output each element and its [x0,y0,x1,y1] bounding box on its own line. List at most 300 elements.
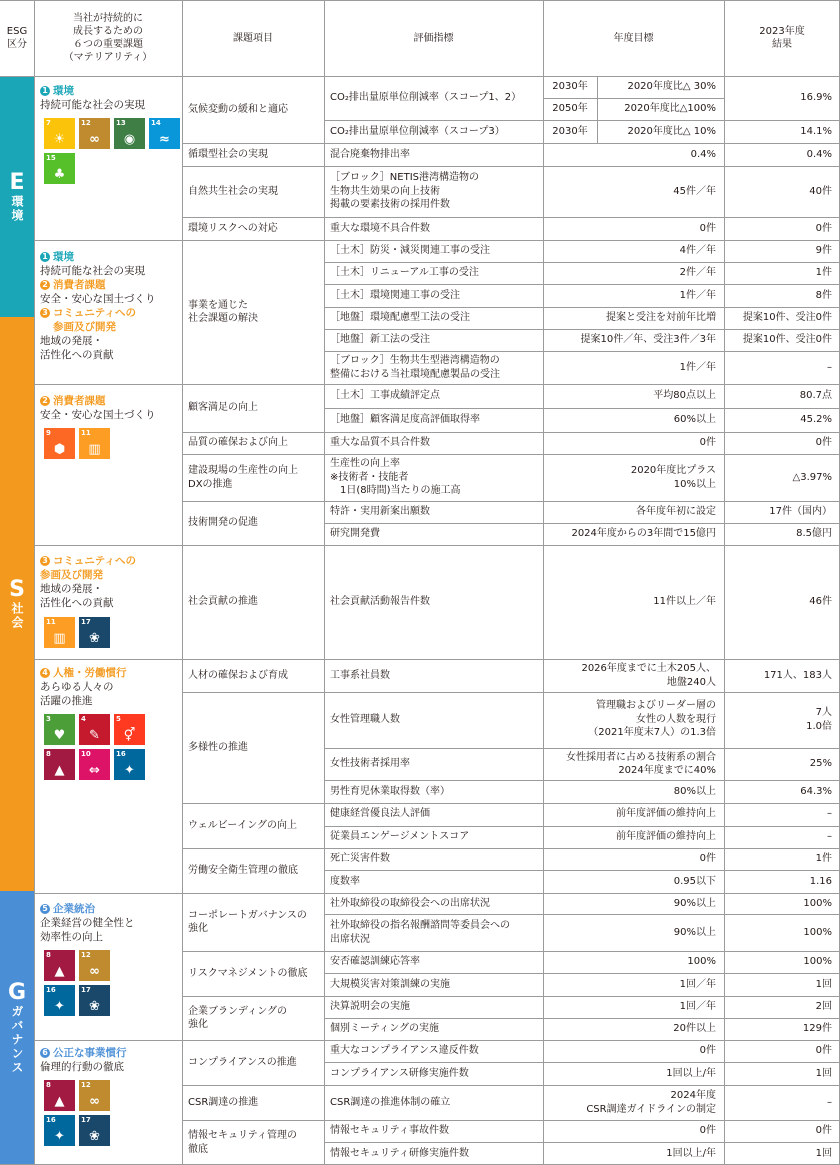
result-cell: 80.7点 [799,390,832,402]
topic-cell: 技術開発の促進 [188,517,258,529]
result-cell: 1回 [815,978,832,990]
topic-cell: ウェルビーイングの向上 [188,819,297,831]
sdg-number: 16 [116,750,126,758]
row-divider [324,1120,840,1121]
target-cell: 提案10件／年、受注3件／3年 [580,334,716,346]
materiality-title-cont: 参画及び開発 [53,321,116,333]
target-cell: 0件 [699,1125,716,1137]
header-bottom-border [0,76,840,77]
target-cell: 2020年度比△ 30% [627,81,716,93]
indicator-cell: 社会貢献活動報告件数 [330,596,430,608]
row-divider [324,408,840,409]
target-cell: 0件 [699,1045,716,1057]
target-cell: 平均80点以上 [653,390,716,402]
sdg-number: 8 [46,1081,51,1089]
target-cell: 90%以上 [673,926,716,938]
result-cell: 1回 [815,1067,832,1079]
sdg-number: 16 [46,986,56,994]
topic-divider [182,454,324,455]
result-cell: 0件 [815,1125,832,1137]
target-cell: 90%以上 [673,897,716,909]
sdg-number: 8 [46,750,51,758]
target-cell: 0.4% [690,148,716,160]
result-cell: 45.2% [800,414,832,426]
materiality-desc: 地域の発展・ [40,335,103,347]
row-divider [324,1085,840,1086]
column-divider [34,0,35,1165]
sdg-glyph: ∞ [89,132,100,147]
result-cell: 0件 [815,1045,832,1057]
header-indicator: 評価指標 [413,32,454,44]
materiality-desc: 安全・安心な国土づくり [40,293,156,305]
materiality-divider [34,545,182,546]
band-letter-g: G [7,980,27,1005]
sdg-number: 17 [81,1116,91,1124]
topic-cell: CSR調達の推進 [188,1096,259,1108]
sdg-4-icon [79,714,110,745]
sdg-number: 9 [46,429,51,437]
result-cell: – [827,361,832,373]
target-year-cell: 2030年 [552,81,588,93]
number-badge: 3 [40,556,50,566]
target-cell: 2024年度からの3年間で15億円 [571,528,716,540]
target-cell: 1件／年 [679,289,716,301]
topic-divider [182,501,324,502]
target-cell: 2020年度比△ 10% [627,125,716,137]
band-label-g: ガバナンス [10,1005,24,1075]
target-cell: 0.95以下 [673,875,716,887]
materiality-desc: 倫理的行動の徹底 [40,1061,124,1073]
topic-divider [182,143,324,144]
row-divider [324,284,840,285]
row-divider [324,501,840,502]
sdg-number: 12 [81,951,91,959]
indicator-cell: 個別ミーティングの実施 [330,1023,439,1035]
indicator-cell: 大規模災害対策訓練の実施 [330,978,450,990]
indicator-cell: 重大なコンプライアンス違反件数 [330,1045,479,1057]
indicator-cell: ［土木］工事成績評定点 [330,390,440,402]
sdg-number: 14 [151,119,161,127]
result-cell: △3.97% [792,471,832,483]
result-cell: – [827,808,832,820]
indicator-cell: 重大な環境不具合件数 [330,222,430,234]
indicator-cell: 女性技術者採用率 [330,758,410,770]
esg-band-s [0,317,34,891]
topic-divider [182,803,324,804]
indicator-cell: 特許・実用新案出願数 [330,506,430,518]
number-badge: 1 [40,252,50,262]
row-divider [324,748,840,749]
target-cell: 1回以上/年 [666,1147,716,1159]
topic-cell: 自然共生社会の実現 [188,185,278,197]
topic-cell: コーポレートガバナンスの 強化 [188,909,307,934]
sdg-17-icon [79,617,110,648]
indicator-cell: 健康経営優良法人評価 [330,808,430,820]
sdg-number: 8 [46,951,51,959]
number-badge: 1 [40,86,50,96]
indicator-cell: 研究開発費 [330,528,380,540]
table-top-border [0,0,840,1]
result-cell: – [827,831,832,843]
sdg-icons-5 [44,950,116,1016]
row-divider [324,120,840,121]
sdg-glyph: ≈ [159,132,170,147]
materiality-divider [34,893,182,894]
sdg-number: 10 [81,750,91,758]
materiality-divider [34,384,182,385]
column-divider [182,0,183,1165]
topic-cell: 顧客満足の向上 [188,402,258,414]
row-divider [324,384,840,385]
topic-divider [182,951,324,952]
sdg-glyph: ▲ [54,763,65,778]
sdg-number: 11 [46,618,56,626]
topic-cell: 情報セキュリティ管理の 徹底 [188,1130,297,1155]
sdg-number: 17 [81,986,91,994]
sdg-15-icon [44,153,75,184]
result-cell: 14.1% [800,125,832,137]
indicator-cell: CO₂排出量原単位削減率（スコープ1、2） [330,92,522,104]
target-cell: 提案と受注を対前年比増 [606,312,716,324]
result-cell: 100% [803,926,832,938]
target-cell: 80%以上 [673,785,716,797]
indicator-cell: ［地盤］顧客満足度高評価取得率 [330,414,480,426]
target-cell: 2020年度比△100% [624,103,716,115]
row-divider [324,329,840,330]
sdg-glyph: ▲ [54,1094,65,1109]
materiality-title: 公正な事業慣行 [53,1047,127,1059]
materiality-divider [34,1040,182,1041]
materiality-divider [34,240,182,241]
sdg-number: 5 [116,715,121,723]
indicator-cell: 従業員エンゲージメントスコア [330,831,470,843]
header-result: 2023年度 結果 [759,26,805,50]
topic-cell: 企業ブランディングの 強化 [188,1005,287,1030]
indicator-cell: 情報セキュリティ事故件数 [330,1125,449,1137]
result-cell: 0.4% [806,148,832,160]
indicator-cell: 決算説明会の実施 [330,1001,410,1013]
sdg-glyph: ▥ [88,442,101,457]
sdg-glyph: ♥ [53,728,66,743]
indicator-cell: 重大な品質不具合件数 [330,437,430,449]
sdg-number: 4 [81,715,86,723]
sdg-glyph: ◉ [123,132,136,147]
result-cell: 1件 [815,853,832,865]
sdg-number: 16 [46,1116,56,1124]
indicator-cell: ［ブロック］NETIS港湾構造物の 生物共生効果の向上技術 掲載の要素技術の採用件数 [330,172,480,211]
materiality-desc: 持続可能な社会の実現 [40,265,145,277]
row-divider [324,523,840,524]
row-divider [324,1062,840,1063]
row-divider [324,973,840,974]
sdg-10-icon [79,749,110,780]
header-target: 年度目標 [613,32,654,44]
materiality-desc: 地域の発展・ 活性化への貢献 [40,583,114,609]
sdg-glyph: ☀ [53,132,66,147]
indicator-cell: 工事系社員数 [330,669,390,681]
row-divider [324,893,840,894]
topic-divider [182,1120,324,1121]
row-divider [324,659,840,660]
sdg-16-icon [44,985,75,1016]
materiality-5 [40,902,180,944]
target-cell: 各年度年初に設定 [636,506,716,518]
row-divider [324,351,840,352]
sdg-number: 3 [46,715,51,723]
sdg-icons-1 [44,118,184,184]
indicator-cell: 度数率 [330,875,360,887]
materiality-title: コミュニティへの 参画及び開発 [40,555,136,581]
sdg-14-icon [149,118,180,149]
result-cell: 46件 [809,596,832,608]
topic-divider [182,545,324,546]
target-cell: 1件／年 [679,361,716,373]
row-divider [324,545,840,546]
row-divider [324,692,840,693]
sdg-icons-6 [44,1080,116,1146]
result-cell: 1.16 [809,875,832,887]
row-divider [324,951,840,952]
topic-cell: 労働安全衛生管理の徹底 [188,864,298,876]
row-divider [324,166,840,167]
row-divider [324,1040,840,1041]
indicator-cell: 生産性の向上率 ※技術者・技能者 1日(8時間)当たりの施工高 [330,458,461,497]
result-cell: 1件 [815,267,832,279]
sdg-5-icon [114,714,145,745]
result-cell: 8件 [815,289,832,301]
header-esg: ESG 区分 [6,26,28,50]
sdg-glyph: ⚥ [123,728,136,743]
materiality-4 [40,666,180,708]
sdg-17-icon [79,1115,110,1146]
materiality-title: 消費者課題 [53,279,106,291]
row-divider [324,262,840,263]
topic-cell: 社会貢献の推進 [188,596,258,608]
row-divider [324,1018,840,1019]
topic-cell: 循環型社会の実現 [188,148,268,160]
number-badge: 2 [40,396,50,406]
sdg-number: 7 [46,119,51,127]
target-cell: 1回以上/年 [666,1067,716,1079]
sdg-3-icon [44,714,75,745]
indicator-cell: ［ブロック］生物共生型港湾構造物の 整備における当社環境配慮製品の受注 [330,355,500,380]
target-cell: 0件 [699,853,716,865]
indicator-cell: ［地盤］新工法の受注 [330,334,430,346]
sdg-number: 17 [81,618,91,626]
result-cell: 129件 [802,1023,832,1035]
indicator-cell: CSR調達の推進体制の確立 [330,1096,451,1108]
sdg-glyph: ∞ [89,1094,100,1109]
sdg-13-icon [114,118,145,149]
topic-cell: 多様性の推進 [188,741,248,753]
materiality-title: コミュニティへの [53,307,136,319]
result-cell: 提案10件、受注0件 [742,312,832,324]
row-divider [324,432,840,433]
sdg-icons-2 [44,428,184,459]
topic-divider [182,240,324,241]
target-cell: 1回／年 [679,1001,716,1013]
target-cell: 前年度評価の維持向上 [616,831,716,843]
target-year-divider [597,76,598,143]
sdg-number: 12 [81,1081,91,1089]
sdg-8-icon [44,950,75,981]
band-label-s: 社会 [10,602,24,630]
sdg-icons-3 [44,617,184,648]
materiality-6 [40,1046,180,1074]
row-divider [324,307,840,308]
row-divider [324,826,840,827]
topic-cell: 人材の確保および育成 [188,669,288,681]
number-badge: 4 [40,668,50,678]
sdg-number: 12 [81,119,91,127]
materiality-desc: 安全・安心な国土づくり [40,409,156,421]
topic-divider [182,166,324,167]
row-divider [324,803,840,804]
result-cell: 100% [803,956,832,968]
result-cell: 17件（国内） [769,506,832,518]
esg-band-e [0,76,34,317]
materiality-desc: 活性化への貢献 [40,349,114,361]
materiality-2 [40,394,180,422]
result-cell: 100% [803,897,832,909]
result-cell: 2回 [815,1001,832,1013]
topic-divider [182,692,324,693]
result-cell: 0件 [815,222,832,234]
row-divider [324,914,840,915]
sdg-glyph: ✦ [54,999,65,1014]
materiality-combined [40,250,180,362]
sdg-glyph: ▥ [53,631,66,646]
row-divider [324,996,840,997]
indicator-cell: 安否確認訓練応答率 [330,956,420,968]
topic-divider [182,217,324,218]
band-letter-s: S [9,577,25,602]
result-cell: 8.5億円 [796,528,832,540]
target-cell: 1回／年 [679,978,716,990]
result-cell: 9件 [815,245,832,257]
row-divider [324,240,840,241]
sdg-glyph: ❀ [89,999,100,1014]
sdg-icons-4 [44,714,154,780]
sdg-glyph: ⇔ [89,763,100,778]
indicator-cell: コンプライアンス研修実施件数 [330,1067,469,1079]
sdg-8-icon [44,1080,75,1111]
target-cell: 0件 [699,222,716,234]
row-divider [324,848,840,849]
number-badge: 5 [40,904,50,914]
indicator-cell: 情報セキュリティ研修実施件数 [330,1147,469,1159]
indicator-cell: 女性管理職人数 [330,713,400,725]
target-year-cell: 2050年 [552,103,588,115]
target-cell: 45件／年 [673,185,716,197]
materiality-title: 消費者課題 [53,395,106,407]
topic-divider [182,996,324,997]
result-cell: – [827,1096,832,1108]
sdg-glyph: ❀ [89,631,100,646]
target-cell: 2020年度比プラス 10%以上 [630,465,716,490]
topic-cell: 事業を通じた 社会課題の解決 [188,299,258,324]
topic-cell: 気候変動の緩和と適応 [188,103,288,115]
sdg-glyph: ▲ [54,964,65,979]
indicator-cell: ［地盤］環境配慮型工法の受注 [330,312,470,324]
result-cell: 171人、183人 [763,669,832,681]
sdg-glyph: ❀ [89,1129,100,1144]
materiality-desc: あらゆる人々の 活躍の推進 [40,681,114,707]
row-divider [324,143,840,144]
materiality-title: 環境 [53,85,74,97]
indicator-cell: 混合廃棄物排出率 [330,148,410,160]
topic-divider [182,1085,324,1086]
header-topic: 課題項目 [233,32,273,44]
header-materiality: 当社が持続的に 成長するための ６つの重要課題 （マテリアリティ） [63,13,153,63]
sdg-glyph: ✎ [89,728,100,743]
target-cell: 100% [687,956,716,968]
sdg-12-icon [79,950,110,981]
result-cell: 提案10件、受注0件 [742,334,832,346]
target-year-cell: 2030年 [552,125,588,137]
target-cell: 前年度評価の維持向上 [616,808,716,820]
topic-cell: コンプライアンスの推進 [188,1056,297,1068]
number-badge: 3 [40,308,50,318]
indicator-cell: 死亡災害件数 [330,853,390,865]
topic-divider [182,848,324,849]
target-cell: 2026年度までに土木205人、 地盤240人 [581,663,716,688]
topic-divider [182,432,324,433]
indicator-cell: ［土木］環境関連工事の受注 [330,289,460,301]
materiality-desc: 持続可能な社会の実現 [40,99,145,111]
sdg-7-icon [44,118,75,149]
sdg-12-icon [79,1080,110,1111]
column-divider [724,0,725,1165]
topic-cell: リスクマネジメントの徹底 [188,967,308,979]
indicator-cell: 男性育児休業取得数（率） [330,785,450,797]
sdg-9-icon [44,428,75,459]
materiality-desc: 企業経営の健全性と 効率性の向上 [40,917,135,943]
indicator-cell: CO₂排出量原単位削減率（スコープ3） [330,125,505,137]
sdg-glyph: ✦ [124,763,135,778]
sdg-number: 11 [81,429,91,437]
sdg-number: 15 [46,154,56,162]
indicator-cell: 社外取締役の指名報酬諮問等委員会への 出席状況 [330,920,510,945]
result-cell: 25% [809,758,832,770]
band-label-e: 環境 [10,194,24,223]
result-cell: 0件 [815,437,832,449]
sdg-number: 13 [116,119,126,127]
row-divider [324,870,840,871]
target-cell: 4件／年 [679,245,716,257]
indicator-cell: ［土木］防災・減災関連工事の受注 [330,245,490,257]
sdg-16-icon [44,1115,75,1146]
materiality-1 [40,84,180,112]
topic-cell: 品質の確保および向上 [188,437,288,449]
band-letter-e: E [9,169,25,195]
materiality-title: 環境 [53,251,74,263]
target-cell: 2件／年 [679,267,716,279]
sdg-glyph: ♣ [53,167,66,182]
target-cell: 女性採用者に占める技術系の割合 2024年度までに40% [566,751,716,776]
indicator-cell: 社外取締役の取締役会への出席状況 [330,897,490,909]
result-cell: 7人 1.0倍 [806,707,832,732]
sdg-17-icon [79,985,110,1016]
target-cell: 2024年度 CSR調達ガイドラインの制定 [586,1090,716,1115]
target-cell: 管理職およびリーダー層の 女性の人数を現行 （2021年度末7人）の1.3倍 [588,700,716,739]
materiality-divider [34,659,182,660]
target-subrow-divider [543,98,724,99]
topic-divider [182,1040,324,1041]
sdg-11-icon [79,428,110,459]
row-divider [324,217,840,218]
target-cell: 20件以上 [673,1023,716,1035]
